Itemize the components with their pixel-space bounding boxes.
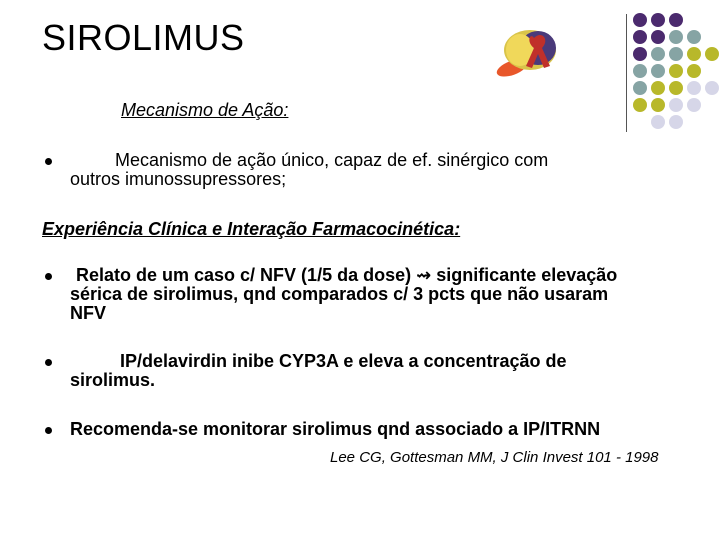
bullet-line: sérica de sirolimus, qnd comparados c/ 3 pcts que não usaram — [70, 284, 609, 304]
bullet-marker — [45, 427, 52, 434]
bullet-line: Relato de um caso c/ NFV (1/5 da dose) — [76, 265, 417, 285]
bullet-relato-text — [70, 266, 690, 323]
bullet-line: outros imunossupressores; — [70, 169, 287, 189]
slide-title: SIROLIMUS — [42, 17, 245, 58]
bullet-monitorar-text: Recomenda-se monitorar sirolimus qnd associado a IP/ITRNN — [70, 419, 601, 439]
bullet-line: Mecanismo de ação único, capaz de ef. sinérgico com — [115, 150, 549, 170]
decorative-dot-grid — [628, 10, 720, 130]
reference-citation: Lee CG, Gottesman MM, J Clin Invest 101 - 1998 — [330, 449, 659, 466]
bullet-marker — [45, 359, 52, 366]
bullet-line: sirolimus. — [70, 370, 156, 390]
section-heading: Experiência Clínica e Interação Farmacocinética: — [42, 219, 461, 239]
bullet-marker — [45, 158, 52, 165]
bullet-line: significante elevação — [431, 265, 618, 285]
bullet-delavirdin-text — [70, 352, 690, 390]
pill-capsule-ribbon-icon — [490, 20, 570, 82]
bullet-line: IP/delavirdin inibe CYP3A e eleva a concentração de — [120, 351, 567, 371]
bullet-mecanismo-text — [70, 151, 670, 189]
decorative-divider — [626, 14, 627, 132]
bullet-marker — [45, 273, 52, 280]
squiggle-arrow-icon: ⇝ — [416, 265, 432, 286]
subtitle-mecanismo: Mecanismo de Ação: — [121, 100, 289, 120]
bullet-line: NFV — [70, 303, 106, 323]
